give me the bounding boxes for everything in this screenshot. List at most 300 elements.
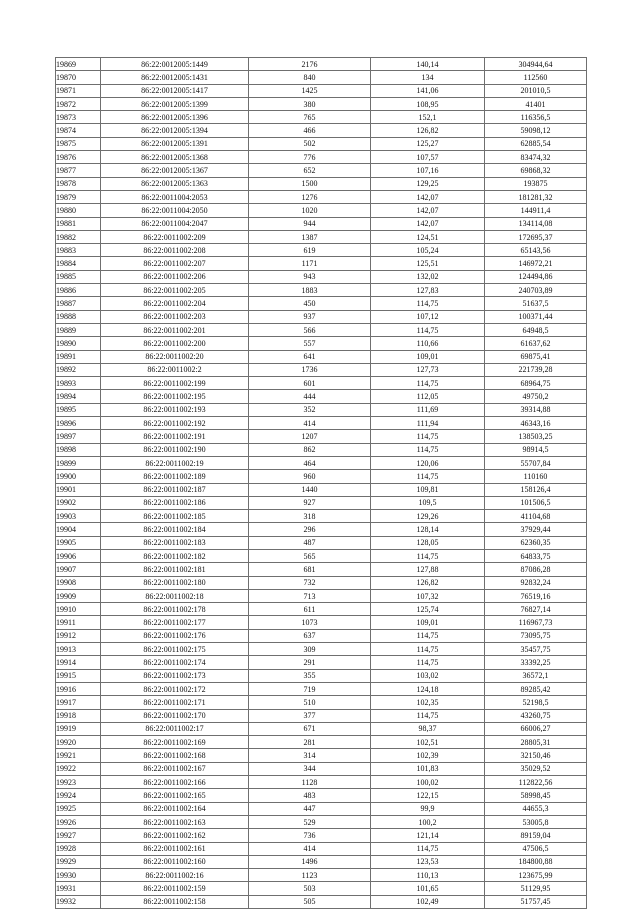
cadastral-value-cell: 112822,56 [485,776,587,789]
rate-cell: 102,35 [371,696,485,709]
table-row [56,323,587,336]
cadastral-value-cell: 43260,75 [485,709,587,722]
row-number-cell: 19896 [56,417,101,430]
table-row [56,709,587,722]
rate-cell: 132,02 [371,270,485,283]
table-row [56,377,587,390]
cadastral-value-cell: 89159,04 [485,829,587,842]
cadastral-value-cell: 49750,2 [485,390,587,403]
table-row [56,137,587,150]
area-cell: 1496 [249,855,371,868]
cadastral-value-table [55,57,587,909]
rate-cell: 142,07 [371,217,485,230]
table-row [56,523,587,536]
rate-cell: 114,75 [371,656,485,669]
table-row [56,616,587,629]
cadastral-number-cell: 86:22:0012005:1363 [101,177,249,190]
area-cell: 505 [249,895,371,908]
area-cell: 566 [249,323,371,336]
row-number-cell: 19878 [56,177,101,190]
table-row [56,257,587,270]
cadastral-value-cell: 146972,21 [485,257,587,270]
cadastral-number-cell: 86:22:0011002:178 [101,603,249,616]
rate-cell: 123,53 [371,855,485,868]
cadastral-value-cell: 44655,3 [485,802,587,815]
cadastral-value-cell: 58998,45 [485,789,587,802]
rate-cell: 124,18 [371,682,485,695]
rate-cell: 102,49 [371,895,485,908]
area-cell: 960 [249,470,371,483]
cadastral-number-cell: 86:22:0011004:2053 [101,190,249,203]
cadastral-value-cell: 73095,75 [485,629,587,642]
area-cell: 1207 [249,430,371,443]
table-body [56,58,587,909]
cadastral-value-cell: 201010,5 [485,84,587,97]
rate-cell: 127,83 [371,284,485,297]
cadastral-value-cell: 138503,25 [485,430,587,443]
area-cell: 732 [249,576,371,589]
cadastral-number-cell: 86:22:0011002:167 [101,762,249,775]
row-number-cell: 19911 [56,616,101,629]
cadastral-value-cell: 65143,56 [485,244,587,257]
table-row [56,496,587,509]
cadastral-value-cell: 304944,64 [485,58,587,71]
rate-cell: 109,01 [371,616,485,629]
rate-cell: 114,75 [371,643,485,656]
cadastral-value-cell: 83474,32 [485,151,587,164]
row-number-cell: 19907 [56,563,101,576]
table-row [56,470,587,483]
cadastral-value-cell: 76827,14 [485,603,587,616]
table-row [56,284,587,297]
cadastral-value-cell: 46343,16 [485,417,587,430]
row-number-cell: 19905 [56,536,101,549]
rate-cell: 108,95 [371,97,485,110]
cadastral-number-cell: 86:22:0011002:173 [101,669,249,682]
cadastral-value-cell: 101506,5 [485,496,587,509]
row-number-cell: 19871 [56,84,101,97]
rate-cell: 114,75 [371,629,485,642]
table-row [56,536,587,549]
table-row [56,124,587,137]
rate-cell: 107,12 [371,310,485,323]
rate-cell: 101,83 [371,762,485,775]
rate-cell: 114,75 [371,842,485,855]
area-cell: 719 [249,682,371,695]
cadastral-value-cell: 61637,62 [485,337,587,350]
row-number-cell: 19931 [56,882,101,895]
area-cell: 1425 [249,84,371,97]
table-row [56,190,587,203]
rate-cell: 100,2 [371,815,485,828]
area-cell: 637 [249,629,371,642]
table-row [56,217,587,230]
row-number-cell: 19888 [56,310,101,323]
area-cell: 1123 [249,869,371,882]
cadastral-number-cell: 86:22:0011002:175 [101,643,249,656]
cadastral-number-cell: 86:22:0012005:1399 [101,97,249,110]
rate-cell: 101,65 [371,882,485,895]
area-cell: 464 [249,456,371,469]
rate-cell: 122,15 [371,789,485,802]
rate-cell: 109,5 [371,496,485,509]
rate-cell: 126,82 [371,124,485,137]
cadastral-value-cell: 69875,41 [485,350,587,363]
cadastral-number-cell: 86:22:0011002:199 [101,377,249,390]
area-cell: 414 [249,842,371,855]
cadastral-number-cell: 86:22:0012005:1449 [101,58,249,71]
cadastral-value-cell: 116967,73 [485,616,587,629]
cadastral-number-cell: 86:22:0012005:1367 [101,164,249,177]
cadastral-value-cell: 53005,8 [485,815,587,828]
cadastral-number-cell: 86:22:0011002:163 [101,815,249,828]
rate-cell: 109,81 [371,483,485,496]
table-row [56,882,587,895]
rate-cell: 107,57 [371,151,485,164]
cadastral-value-cell: 51757,45 [485,895,587,908]
cadastral-value-cell: 55707,84 [485,456,587,469]
cadastral-value-cell: 64833,75 [485,549,587,562]
cadastral-number-cell: 86:22:0011004:2047 [101,217,249,230]
row-number-cell: 19890 [56,337,101,350]
cadastral-number-cell: 86:22:0011002:190 [101,443,249,456]
rate-cell: 100,02 [371,776,485,789]
table-row [56,71,587,84]
area-cell: 840 [249,71,371,84]
area-cell: 483 [249,789,371,802]
area-cell: 352 [249,403,371,416]
table-row [56,403,587,416]
area-cell: 502 [249,137,371,150]
table-row [56,164,587,177]
area-cell: 565 [249,549,371,562]
cadastral-value-cell: 32150,46 [485,749,587,762]
row-number-cell: 19932 [56,895,101,908]
row-number-cell: 19922 [56,762,101,775]
cadastral-number-cell: 86:22:0011002:174 [101,656,249,669]
rate-cell: 109,01 [371,350,485,363]
cadastral-value-cell: 134114,08 [485,217,587,230]
area-cell: 377 [249,709,371,722]
row-number-cell: 19892 [56,363,101,376]
row-number-cell: 19882 [56,230,101,243]
rate-cell: 103,02 [371,669,485,682]
row-number-cell: 19908 [56,576,101,589]
area-cell: 1128 [249,776,371,789]
cadastral-number-cell: 86:22:0011002:185 [101,510,249,523]
table-row [56,510,587,523]
rate-cell: 128,05 [371,536,485,549]
cadastral-value-cell: 39314,88 [485,403,587,416]
row-number-cell: 19874 [56,124,101,137]
cadastral-value-cell: 69868,32 [485,164,587,177]
table-row [56,736,587,749]
rate-cell: 129,25 [371,177,485,190]
row-number-cell: 19903 [56,510,101,523]
area-cell: 619 [249,244,371,257]
row-number-cell: 19876 [56,151,101,164]
table-row [56,549,587,562]
row-number-cell: 19921 [56,749,101,762]
rate-cell: 125,51 [371,257,485,270]
row-number-cell: 19870 [56,71,101,84]
table-row [56,244,587,257]
row-number-cell: 19872 [56,97,101,110]
row-number-cell: 19916 [56,682,101,695]
row-number-cell: 19912 [56,629,101,642]
rate-cell: 129,26 [371,510,485,523]
cadastral-value-cell: 76519,16 [485,589,587,602]
area-cell: 641 [249,350,371,363]
row-number-cell: 19904 [56,523,101,536]
row-number-cell: 19926 [56,815,101,828]
row-number-cell: 19897 [56,430,101,443]
table-row [56,390,587,403]
area-cell: 318 [249,510,371,523]
cadastral-number-cell: 86:22:0011002:161 [101,842,249,855]
table-row [56,270,587,283]
area-cell: 291 [249,656,371,669]
area-cell: 314 [249,749,371,762]
cadastral-number-cell: 86:22:0011002:186 [101,496,249,509]
area-cell: 450 [249,297,371,310]
area-cell: 776 [249,151,371,164]
cadastral-value-cell: 116356,5 [485,111,587,124]
cadastral-value-cell: 221739,28 [485,363,587,376]
area-cell: 652 [249,164,371,177]
cadastral-number-cell: 86:22:0011002:164 [101,802,249,815]
row-number-cell: 19899 [56,456,101,469]
table-row [56,776,587,789]
table-row [56,869,587,882]
rate-cell: 114,75 [371,430,485,443]
cadastral-value-cell: 193875 [485,177,587,190]
table-row [56,417,587,430]
table-row [56,456,587,469]
row-number-cell: 19894 [56,390,101,403]
rate-cell: 114,75 [371,323,485,336]
cadastral-value-cell: 123675,99 [485,869,587,882]
row-number-cell: 19869 [56,58,101,71]
cadastral-number-cell: 86:22:0011002:159 [101,882,249,895]
cadastral-number-cell: 86:22:0011002:172 [101,682,249,695]
rate-cell: 105,24 [371,244,485,257]
rate-cell: 110,13 [371,869,485,882]
table-row [56,643,587,656]
table-row [56,656,587,669]
row-number-cell: 19901 [56,483,101,496]
rate-cell: 124,51 [371,230,485,243]
row-number-cell: 19885 [56,270,101,283]
cadastral-value-cell: 89285,42 [485,682,587,695]
cadastral-value-cell: 112560 [485,71,587,84]
area-cell: 557 [249,337,371,350]
cadastral-number-cell: 86:22:0011002:17 [101,722,249,735]
area-cell: 344 [249,762,371,775]
row-number-cell: 19886 [56,284,101,297]
rate-cell: 152,1 [371,111,485,124]
area-cell: 444 [249,390,371,403]
area-cell: 2176 [249,58,371,71]
rate-cell: 111,94 [371,417,485,430]
rate-cell: 114,75 [371,443,485,456]
area-cell: 414 [249,417,371,430]
area-cell: 1440 [249,483,371,496]
cadastral-number-cell: 86:22:0011002:204 [101,297,249,310]
cadastral-number-cell: 86:22:0011002:165 [101,789,249,802]
row-number-cell: 19900 [56,470,101,483]
area-cell: 943 [249,270,371,283]
cadastral-value-cell: 28805,31 [485,736,587,749]
cadastral-value-cell: 35457,75 [485,643,587,656]
cadastral-value-cell: 98914,5 [485,443,587,456]
cadastral-number-cell: 86:22:0011002:207 [101,257,249,270]
row-number-cell: 19883 [56,244,101,257]
cadastral-value-cell: 181281,32 [485,190,587,203]
area-cell: 466 [249,124,371,137]
cadastral-value-cell: 92832,24 [485,576,587,589]
table-row [56,337,587,350]
table-row [56,669,587,682]
area-cell: 927 [249,496,371,509]
cadastral-number-cell: 86:22:0012005:1396 [101,111,249,124]
cadastral-number-cell: 86:22:0011002:208 [101,244,249,257]
area-cell: 736 [249,829,371,842]
cadastral-number-cell: 86:22:0011002:162 [101,829,249,842]
rate-cell: 121,14 [371,829,485,842]
table-row [56,151,587,164]
rate-cell: 98,37 [371,722,485,735]
row-number-cell: 19909 [56,589,101,602]
rate-cell: 110,66 [371,337,485,350]
area-cell: 1736 [249,363,371,376]
cadastral-value-cell: 47506,5 [485,842,587,855]
table-row [56,350,587,363]
cadastral-number-cell: 86:22:0011002:158 [101,895,249,908]
cadastral-number-cell: 86:22:0012005:1391 [101,137,249,150]
row-number-cell: 19880 [56,204,101,217]
row-number-cell: 19893 [56,377,101,390]
row-number-cell: 19920 [56,736,101,749]
area-cell: 281 [249,736,371,749]
cadastral-number-cell: 86:22:0011002:201 [101,323,249,336]
cadastral-number-cell: 86:22:0011002:168 [101,749,249,762]
table-row [56,84,587,97]
cadastral-value-cell: 68964,75 [485,377,587,390]
table-row [56,483,587,496]
table-row [56,310,587,323]
rate-cell: 125,27 [371,137,485,150]
rate-cell: 107,32 [371,589,485,602]
area-cell: 355 [249,669,371,682]
row-number-cell: 19877 [56,164,101,177]
row-number-cell: 19879 [56,190,101,203]
table-row [56,443,587,456]
area-cell: 1500 [249,177,371,190]
table-row [56,97,587,110]
rate-cell: 114,75 [371,709,485,722]
row-number-cell: 19889 [56,323,101,336]
row-number-cell: 19915 [56,669,101,682]
cadastral-number-cell: 86:22:0011002:169 [101,736,249,749]
rate-cell: 114,75 [371,470,485,483]
row-number-cell: 19873 [56,111,101,124]
table-row [56,855,587,868]
rate-cell: 142,07 [371,204,485,217]
table-row [56,603,587,616]
cadastral-value-cell: 51637,5 [485,297,587,310]
row-number-cell: 19918 [56,709,101,722]
cadastral-number-cell: 86:22:0011002:170 [101,709,249,722]
row-number-cell: 19924 [56,789,101,802]
table-row [56,58,587,71]
table-row [56,576,587,589]
cadastral-number-cell: 86:22:0011002:171 [101,696,249,709]
cadastral-value-cell: 87086,28 [485,563,587,576]
cadastral-number-cell: 86:22:0011002:176 [101,629,249,642]
row-number-cell: 19917 [56,696,101,709]
cadastral-value-cell: 124494,86 [485,270,587,283]
table-row [56,895,587,908]
cadastral-value-cell: 59098,12 [485,124,587,137]
table-row [56,430,587,443]
cadastral-value-cell: 41401 [485,97,587,110]
cadastral-number-cell: 86:22:0011002:203 [101,310,249,323]
table-row [56,204,587,217]
rate-cell: 134 [371,71,485,84]
cadastral-number-cell: 86:22:0011002:205 [101,284,249,297]
row-number-cell: 19910 [56,603,101,616]
area-cell: 529 [249,815,371,828]
cadastral-value-cell: 35029,52 [485,762,587,775]
area-cell: 671 [249,722,371,735]
cadastral-number-cell: 86:22:0011002:206 [101,270,249,283]
table-row [56,682,587,695]
cadastral-number-cell: 86:22:0011002:184 [101,523,249,536]
cadastral-value-cell: 37929,44 [485,523,587,536]
row-number-cell: 19898 [56,443,101,456]
cadastral-number-cell: 86:22:0011002:177 [101,616,249,629]
rate-cell: 127,88 [371,563,485,576]
rate-cell: 114,75 [371,549,485,562]
area-cell: 1020 [249,204,371,217]
row-number-cell: 19914 [56,656,101,669]
table-row [56,111,587,124]
cadastral-value-cell: 184800,88 [485,855,587,868]
area-cell: 681 [249,563,371,576]
cadastral-number-cell: 86:22:0011002:16 [101,869,249,882]
area-cell: 1073 [249,616,371,629]
rate-cell: 127,73 [371,363,485,376]
cadastral-number-cell: 86:22:0011002:209 [101,230,249,243]
table-row [56,177,587,190]
cadastral-number-cell: 86:22:0011002:192 [101,417,249,430]
row-number-cell: 19923 [56,776,101,789]
row-number-cell: 19891 [56,350,101,363]
area-cell: 447 [249,802,371,815]
cadastral-number-cell: 86:22:0011002:181 [101,563,249,576]
row-number-cell: 19925 [56,802,101,815]
row-number-cell: 19913 [56,643,101,656]
cadastral-value-cell: 66006,27 [485,722,587,735]
row-number-cell: 19902 [56,496,101,509]
area-cell: 765 [249,111,371,124]
table-row [56,829,587,842]
cadastral-value-cell: 100371,44 [485,310,587,323]
cadastral-number-cell: 86:22:0011002:189 [101,470,249,483]
rate-cell: 114,75 [371,377,485,390]
table-row [56,230,587,243]
